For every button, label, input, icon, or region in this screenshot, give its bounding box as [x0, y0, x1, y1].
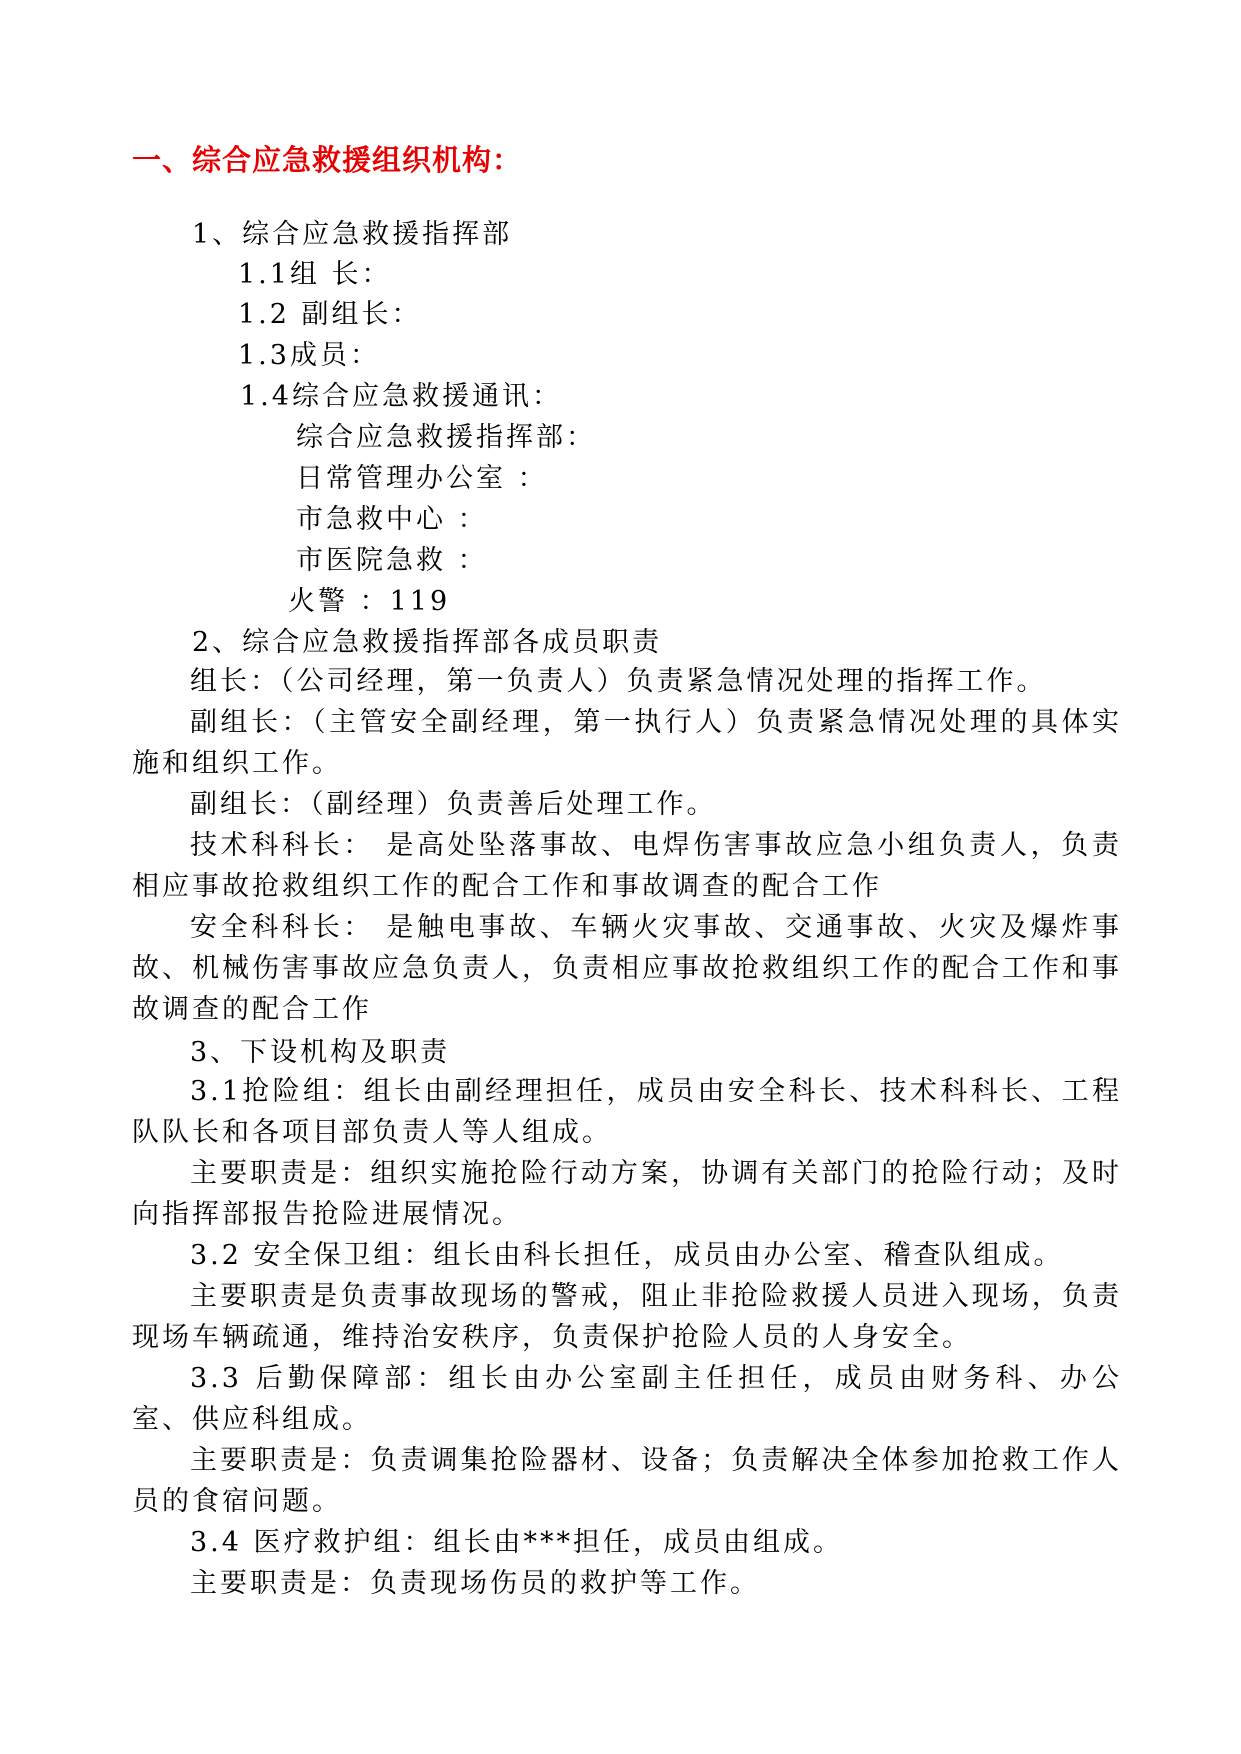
comm-fire: 火警 ：119	[288, 586, 451, 617]
leader-line: 1.1组 长：	[238, 259, 392, 290]
duty-safety-chief: 安全科科长： 是触电事故、车辆火灾事故、交通事故、火灾及爆炸事故、机械伤害事故应急负责人，负责相应事故抢救组织工作的配合工作和事故调查的配合工作	[132, 912, 1122, 1025]
duty-deputy-1: 副组长：（主管安全副经理，第一执行人）负责紧急情况处理的具体实施和组织工作。	[132, 707, 1122, 779]
comm-title: 1.4综合应急救援通讯：	[240, 381, 562, 412]
duty-tech-chief: 技术科科长： 是高处坠落事故、电焊伤害事故应急小组负责人，负责相应事故抢救组织工作的配合工作和事故调查的配合工作	[132, 830, 1122, 902]
comm-hospital: 市医院急救 ：	[296, 545, 488, 576]
section2-title: 2、综合应急救援指挥部各成员职责	[192, 627, 663, 658]
medical-team-duty: 主要职责是：负责现场伤员的救护等工作。	[190, 1568, 760, 1599]
logistics-team-duty: 主要职责是：负责调集抢险器材、设备；负责解决全体参加抢救工作人员的食宿问题。	[132, 1445, 1122, 1517]
medical-team: 3.4 医疗救护组：组长由***担任，成员由组成。	[190, 1527, 844, 1558]
logistics-team: 3.3 后勤保障部：组长由办公室副主任担任，成员由财务科、办公室、供应科组成。	[132, 1363, 1122, 1435]
security-team-duty: 主要职责是负责事故现场的警戒，阻止非抢险救援人员进入现场，负责现场车辆疏通，维持治安秩序，负责保护抢险人员的人身安全。	[132, 1281, 1122, 1353]
rescue-team: 3.1抢险组：组长由副经理担任，成员由安全科长、技术科科长、工程队队长和各项目部负责人等人组成。	[132, 1076, 1122, 1148]
security-team: 3.2 安全保卫组：组长由科长担任，成员由办公室、稽查队组成。	[190, 1240, 1064, 1271]
members-line: 1.3成员：	[238, 340, 380, 371]
section3-title: 3、下设机构及职责	[190, 1037, 451, 1068]
rescue-team-duty: 主要职责是：组织实施抢险行动方案，协调有关部门的抢险行动；及时向指挥部报告抢险进展情况。	[132, 1158, 1122, 1230]
section1-title: 1、综合应急救援指挥部	[192, 219, 513, 250]
section-heading: 一、综合应急救援组织机构：	[132, 143, 523, 177]
deputy-line: 1.2 副组长：	[238, 299, 422, 330]
comm-office: 日常管理办公室 ：	[296, 463, 548, 494]
comm-emergency: 市急救中心 ：	[296, 504, 488, 535]
duty-deputy-2: 副组长：（副经理）负责善后处理工作。	[190, 789, 717, 820]
comm-hq: 综合应急救援指挥部：	[296, 422, 596, 453]
duty-leader: 组长：（公司经理，第一负责人）负责紧急情况处理的指挥工作。	[190, 666, 1047, 697]
